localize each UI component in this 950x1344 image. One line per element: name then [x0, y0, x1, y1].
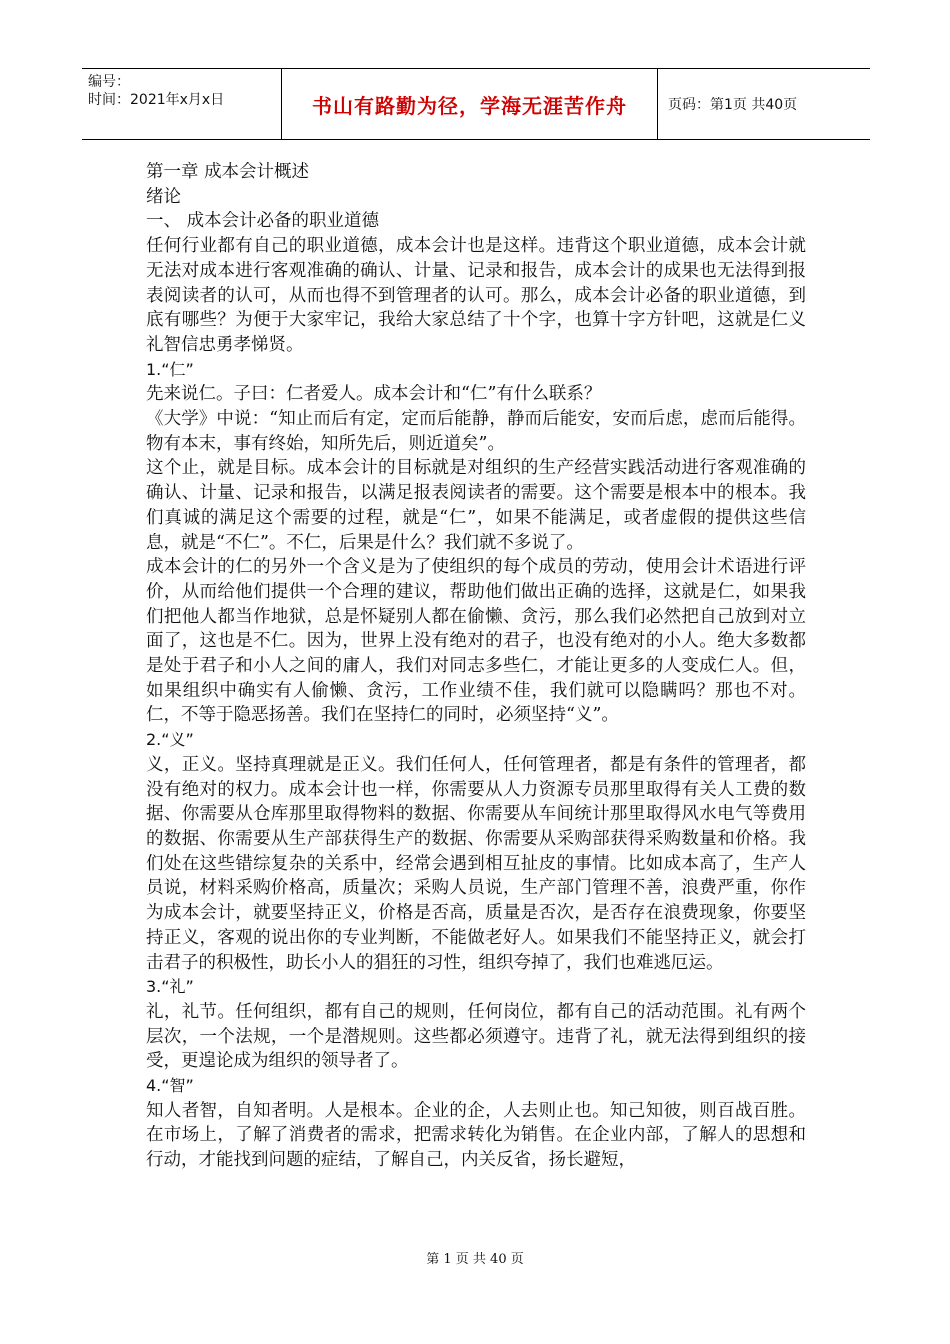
paragraph: 成本会计的仁的另外一个含义是为了使组织的每个成员的劳动，使用会计术语进行评价，从而给他们提供一个合理的建议，帮助他们做出正确的选择，这就是仁，如果我们把他人都当作地狱，总是怀疑别人都在偷懒、贪污，那么我们必然把自己放到对立面了，这也是不仁。因为，世界上没有绝对的君子，也没有绝对的小人。绝大多数都是处于君子和小人之间的庸人，我们对同志多些仁，才能让更多的人变成仁人。但，如果组织中确实有人偷懒、贪污，工作业绩不佳，我们就可以隐瞒吗？那也不对。仁，不等于隐恶扬善。我们在坚持仁的同时，必须坚持“义”。 [146, 557, 806, 726]
subheading-ren: 1.“仁” [146, 359, 194, 379]
paragraph: 礼，礼节。任何组织，都有自己的规则，任何岗位，都有自己的活动范围。礼有两个层次，一个法规，一个是潜规则。这些都必须遵守。违背了礼，就无法得到组织的接受，更遑论成为组织的领导者了。 [146, 1001, 806, 1072]
paragraph: 义，正义。坚持真理就是正义。我们任何人，任何管理者，都是有条件的管理者，都没有绝对的权力。成本会计也一样，你需要从人力资源专员那里取得有关人工费的数据、你需要从仓库那里取得物料的数据、你需要从车间统计那里取得风水电气等费用的数据、你需要从生产部获得生产的数据、你需要从采购部获得采购数量和价格。我们处在这些错综复杂的关系中，经常会遇到相互扯皮的事情。比如成本高了，生产人员说，材料采购价格高，质量次；采购人员说，生产部门管理不善，浪费严重，你作为成本会计，就要坚持正义，价格是否高，质量是否次，是否存在浪费现象，你要坚持正义，客观的说出你的专业判断，不能做老好人。如果我们不能坚持正义，就会打击君子的积极性，助长小人的猖狂的习性，组织夸掉了，我们也难逃厄运。 [146, 754, 806, 973]
paragraph: 《大学》中说：“知止而后有定，定而后能静，静而后能安，安而后虑，虑而后能得。物有本末，事有终始，知所先后，则近道矣”。 [146, 409, 806, 454]
page-footer: 第 1 页 共 40 页 [426, 1252, 524, 1267]
intro-heading: 绪论 [146, 186, 181, 207]
subheading-yi: 2.“义” [146, 730, 194, 750]
subheading-zhi: 4.“智” [146, 1076, 194, 1096]
chapter-title: 第一章 成本会计概述 [146, 162, 310, 182]
section-heading: 一、 成本会计必备的职业道德 [146, 211, 380, 232]
header-motto: 书山有路勤为径，学海无涯苦作舟 [282, 69, 658, 139]
paragraph: 知人者智，自知者明。人是根本。企业的企，人去则止也。知己知彼，则百战百胜。在市场上，了解了消费者的需求，把需求转化为销售。在企业内部，了解人的思想和行动，才能找到问题的症结，了解自己，内关反省，扬长避短， [146, 1100, 806, 1171]
document-body [146, 160, 806, 1173]
paragraph: 先来说仁。子曰：仁者爱人。成本会计和“仁”有什么联系？ [146, 384, 602, 405]
header-info [82, 69, 282, 139]
paragraph: 这个止，就是目标。成本会计的目标就是对组织的生产经营实践活动进行客观准确的确认、计量、记录和报告，以满足报表阅读者的需要。这个需要是根本中的根本。我们真诚的满足这个需要的过程，就是“仁”，如果不能满足，或者虚假的提供这些信息，就是“不仁”。不仁，后果是什么？我们就不多说了。 [146, 458, 806, 553]
subheading-li: 3.“礼” [146, 977, 194, 997]
paragraph: 任何行业都有自己的职业道德，成本会计也是这样。违背这个职业道德，成本会计就无法对成本进行客观准确的确认、计量、记录和报告，成本会计的成果也无法得到报表阅读者的认可，从而也得不到管理者的认可。那么，成本会计必备的职业道德，到底有哪些？为便于大家牢记，我给大家总结了十个字，也算十字方针吧，这就是仁义礼智信忠勇孝悌贤。 [146, 236, 806, 355]
time-label: 时间：2021年x月x日 [88, 92, 225, 108]
page-header [82, 68, 870, 140]
serial-label: 编号： [88, 74, 130, 90]
header-page-number: 页码：第1页 共40页 [668, 97, 798, 113]
